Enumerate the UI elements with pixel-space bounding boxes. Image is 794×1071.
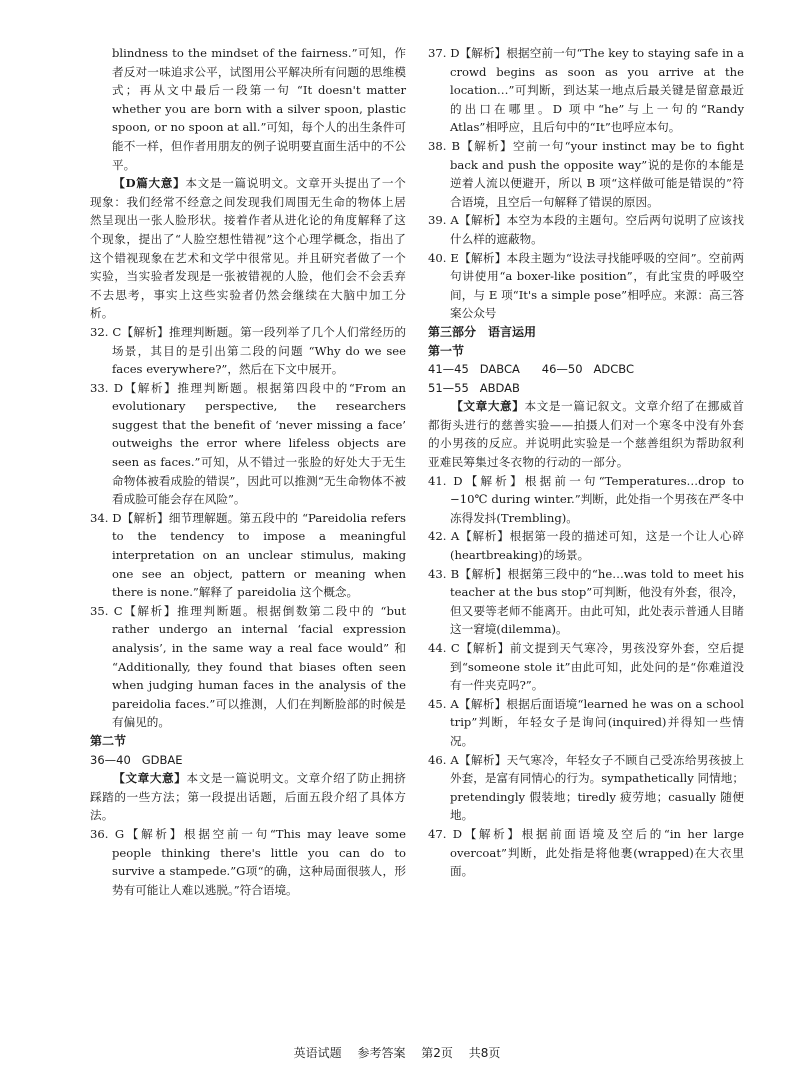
footer-doc-type: 参考答案 (357, 1046, 406, 1060)
footer-subject: 英语试题 (293, 1046, 342, 1060)
article-summary-36-40 (90, 769, 406, 825)
summary-tag: 【文章大意】 (451, 399, 525, 414)
summary-tag: 【文章大意】 (113, 771, 187, 786)
section-1-heading: 第一节 (428, 343, 465, 358)
answer-43: 43. B【解析】根据第三段中的“he…was told to meet his teacher at the bus stop”可判断，他没有外套，很冷，但又要等老师不能离开。由此可知，此处表示普通人目睹这一窘境(dilemma)。 (428, 566, 744, 637)
section-2-heading: 第二节 (90, 733, 127, 748)
right-column (428, 44, 744, 881)
answer-38: 38. B【解析】空前一句“your instinct may be to fight back and push the opposite way”说的是你的本能是逆着人流以便避开，所以 B 项“这样做可能是错误的”符合语境，且空后一句解释了错误的原因。 (428, 138, 744, 209)
article-summary-41-55 (428, 397, 744, 471)
answer-36: 36. G【解析】根据空前一句“This may leave some people thinking there's little you can do to survive a stampede.”G项“的确，这种局面很骇人，形势有可能让人难以逃脱。”符合语境。 (90, 826, 406, 897)
footer-total-pages: 共8页 (468, 1046, 501, 1060)
answer-35: 35. C【解析】推理判断题。根据倒数第二段中的 “but rather undergo an internal ‘facial expression analysis’, in the same way a real face would” 和 “Additionally, they found that biases often seen when judging human faces in the analysis of the pareidolia faces.”可以推测，人们在判断脸部的时候是有偏见的。 (90, 603, 406, 730)
summary-text: 本文是一篇说明文。文章开头提出了一个现象：我们经常不经意之间发现我们周围无生命的物体上居然呈现出一张人脸形状。接着作者从进化论的角度解释了这个现象，提出了“人脸空想性错视”这个心理学概念，指出了这个错视现象在艺术和文学中很常见。并且研究者做了一个实验，当实验者发现是一张被错视的人脸，他们会不会丢弃不去思考，事实上这些实验者仍然会继续在大脑中加工分析。 (90, 176, 406, 321)
summary-tag: 【D篇大意】 (113, 176, 186, 191)
footer-page-number: 第2页 (421, 1046, 453, 1060)
answers-51-55: 51—55 ABDAB (428, 380, 520, 395)
summary-text: 本文是一篇说明文。文章介绍了防止拥挤踩踏的一些方法；第一段提出话题，后面五段介绍了具体方法。 (90, 771, 406, 823)
answer-45: 45. A【解析】根据后面语境“learned he was on a school trip”判断，年轻女子是询问(inquired)并得知一些情况。 (428, 696, 744, 748)
answer-47: 47. D【解析】根据前面语境及空后的“in her large overcoat”判断，此处指是将他裹(wrapped)在大衣里面。 (428, 826, 744, 879)
answer-42: 42. A【解析】根据第一段的描述可知，这是一个让人心碎(heartbreaking)的场景。 (428, 529, 744, 563)
part-3-heading: 第三部分 语言运用 (428, 324, 537, 339)
paragraph-continued: blindness to the mindset of the fairness.”可知，作者反对一味追求公平，试图用公平解决所有问题的思维模式；再从文中最后一段第一句 “It doesn't matter whether you are born with a silver spoon, plastic spoon, or no spoon at all.”可知，每个人的出生条件可能不一样，但作者用朋友的例子说明要直面生活中的不公平。 (112, 46, 406, 172)
answer-33: 33. D【解析】推理判断题。根据第四段中的“From an evolutionary perspective, the researchers suggest that the benefit of ‘never missing a face’ outweighs the error where lifeless objects are seen as faces.”可知，从不错过一张脸的好处大于无生命物体被看成脸的错误”，因此可以推测“无生命物体不被看成脸可能会存在风险”。 (90, 380, 406, 507)
summary-text: 本文是一篇记叙文。文章介绍了在挪威首都街头进行的慈善实验——拍摄人们对一个寒冬中没有外套的小男孩的反应。并说明此实验是一个慈善组织为帮助叙利亚难民筹集过冬衣物的行动的一部分。 (428, 399, 744, 470)
answer-40: 40. E【解析】本段主题为“设法寻找能呼吸的空间”。空前两句讲使用“a boxer-like position”，有此宝贵的呼吸空间，与 E 项“It's a simple pose”相呼应。来源：高三答案公众号 (428, 250, 744, 321)
left-column (90, 44, 406, 899)
answer-46: 46. A【解析】天气寒冷，年轻女子不顾自己受冻给男孩披上外套，是富有同情心的行为。sympathetically 同情地；pretendingly 假装地；tiredly 疲劳地；casually 随便地。 (428, 752, 744, 823)
answer-32: 32. C【解析】推理判断题。第一段列举了几个人们常经历的场景，其目的是引出第二段的问题 “Why do we see faces everywhere?”，然后在下文中展开。 (90, 324, 406, 377)
answer-34: 34. D【解析】细节理解题。第五段中的 “Pareidolia refers to the tendency to impose a meaningful interpretation on an unclear stimulus, making one see an object, pattern or meaning when there is none.”解释了 pareidolia 这个概念。 (90, 510, 406, 600)
answer-37: 37. D【解析】根据空前一句“The key to staying safe in a crowd begins as soon as you arrive at the location…”可判断，到达某一地点后最关键是留意最近的出口在哪里。D 项中“he”与上一句的“Randy Atlas”相呼应，且后句中的“It”也呼应本句。 (428, 46, 744, 135)
answer-44: 44. C【解析】前文提到天气寒冷，男孩没穿外套，空后提到“someone stole it”由此可知，此处问的是“你难道没有一件夹克吗?”。 (428, 641, 744, 693)
page-footer (0, 1044, 794, 1061)
answer-41: 41. D【解析】根据前一句“Temperatures…drop to −10℃ during winter.”判断，此处指一个男孩在严冬中冻得发抖(Trembling)。 (428, 473, 744, 525)
passage-d-summary (90, 174, 406, 323)
answers-41-50: 41—45 DABCA 46—50 ADCBC (428, 362, 634, 377)
answer-39: 39. A【解析】本空为本段的主题句。空后两句说明了应该找什么样的遮蔽物。 (428, 213, 744, 246)
answers-36-40: 36—40 GDBAE (90, 752, 183, 767)
